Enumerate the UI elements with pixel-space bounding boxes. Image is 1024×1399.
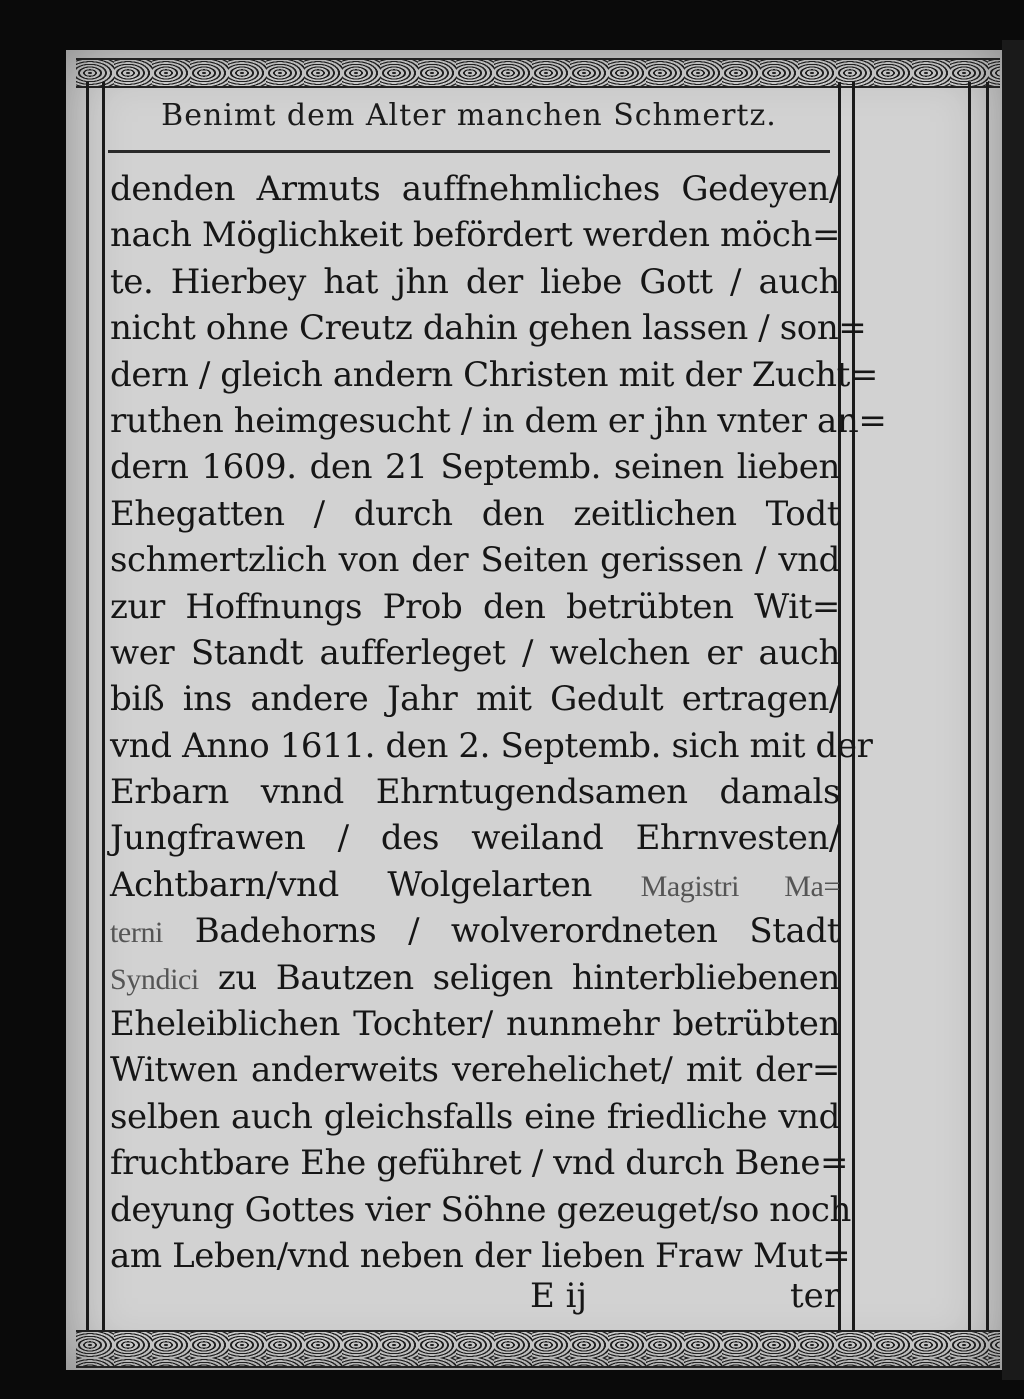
- text-segment: nach Möglichkeit befördert werden möch=: [110, 215, 841, 256]
- outer-right-border-rule: [968, 82, 971, 1330]
- text-segment: deyung Gottes vier Söhne gezeuget/so noch: [110, 1189, 851, 1230]
- text-segment: Witwen anderweits verehelichet/ mit der=: [110, 1050, 840, 1091]
- text-line: [110, 259, 840, 305]
- text-line: [110, 723, 873, 769]
- top-ornament-border: [76, 58, 1000, 88]
- text-segment: terni: [110, 916, 163, 950]
- text-segment: biß ins andere Jahr mit Gedult ertragen/: [110, 679, 840, 720]
- header-rule: [108, 150, 830, 153]
- text-segment: am Leben/vnd neben der lieben Fraw Mut=: [110, 1235, 851, 1276]
- body-text: [110, 166, 887, 1279]
- running-head: Benimt dem Alter manchen Schmertz.: [161, 98, 777, 133]
- text-segment: zur Hoffnungs Prob den betrübten Wit=: [110, 586, 840, 627]
- text-segment: Syndici: [110, 962, 199, 996]
- text-line: [110, 212, 840, 258]
- text-segment: Magistri Ma=: [640, 869, 840, 903]
- text-line: [110, 769, 840, 815]
- text-line: [110, 1047, 840, 1093]
- signature-mark: E ij: [530, 1276, 588, 1316]
- bottom-ornament-border: [76, 1330, 1000, 1368]
- text-line: [110, 862, 840, 908]
- text-line: [110, 676, 840, 722]
- text-line: [110, 584, 840, 630]
- right-inner-border-rule: [852, 82, 855, 1330]
- text-segment: wer Standt aufferleget / welchen er auch: [110, 632, 840, 673]
- text-line: [110, 1233, 851, 1279]
- text-segment: Jungfrawen / des weiland Ehrnvesten/: [110, 818, 840, 859]
- outer-right-inner-border-rule: [986, 82, 989, 1330]
- text-segment: ruthen heimgesucht / in dem er jhn vnter an=: [110, 400, 887, 441]
- text-line: [110, 491, 840, 537]
- text-line: [110, 305, 867, 351]
- left-border-rule: [86, 82, 89, 1330]
- text-segment: schmertzlich von der Seiten gerissen / vnd: [110, 540, 840, 581]
- text-segment: Eheleiblichen Tochter/ nunmehr betrübten: [110, 1004, 840, 1045]
- text-segment: nicht ohne Creutz dahin gehen lassen / son=: [110, 308, 867, 349]
- page-footer: [110, 1276, 840, 1326]
- text-segment: Erbarn vnnd Ehrntugendsamen damals: [110, 772, 840, 813]
- text-line: [110, 908, 840, 954]
- text-line: [110, 1140, 849, 1186]
- text-segment: Ehegatten / durch den zeitlichen Todt: [110, 493, 840, 534]
- text-segment: Badehorns / wolverordneten Stadt: [194, 911, 840, 952]
- text-line: [110, 1187, 851, 1233]
- catchword: ter: [789, 1276, 840, 1316]
- text-segment: denden Armuts auffnehmliches Gedeyen/: [110, 169, 840, 209]
- text-line: [110, 166, 840, 212]
- text-line: [110, 398, 887, 444]
- text-line: [110, 1094, 840, 1140]
- text-line: [110, 537, 840, 583]
- text-segment: dern 1609. den 21 Septemb. seinen lieben: [110, 447, 840, 488]
- text-line: [110, 815, 840, 861]
- page-edge-shadow: [1002, 40, 1024, 1380]
- text-line: [110, 1001, 840, 1047]
- text-segment: Achtbarn/vnd Wolgelarten: [110, 864, 592, 905]
- text-segment: te. Hierbey hat jhn der liebe Gott / auch: [110, 261, 840, 302]
- text-segment: fruchtbare Ehe geführet / vnd durch Bene=: [110, 1143, 849, 1184]
- text-segment: vnd Anno 1611. den 2. Septemb. sich mit der: [110, 725, 873, 766]
- text-segment: dern / gleich andern Christen mit der Zucht=: [110, 354, 879, 395]
- text-segment: selben auch gleichsfalls eine friedliche vnd: [110, 1096, 840, 1137]
- text-line: [110, 955, 840, 1001]
- text-line: [110, 630, 840, 676]
- text-line: [110, 444, 840, 490]
- text-line: [110, 352, 879, 398]
- text-segment: zu Bautzen seligen hinterbliebenen: [217, 957, 840, 998]
- left-inner-border-rule: [102, 82, 105, 1330]
